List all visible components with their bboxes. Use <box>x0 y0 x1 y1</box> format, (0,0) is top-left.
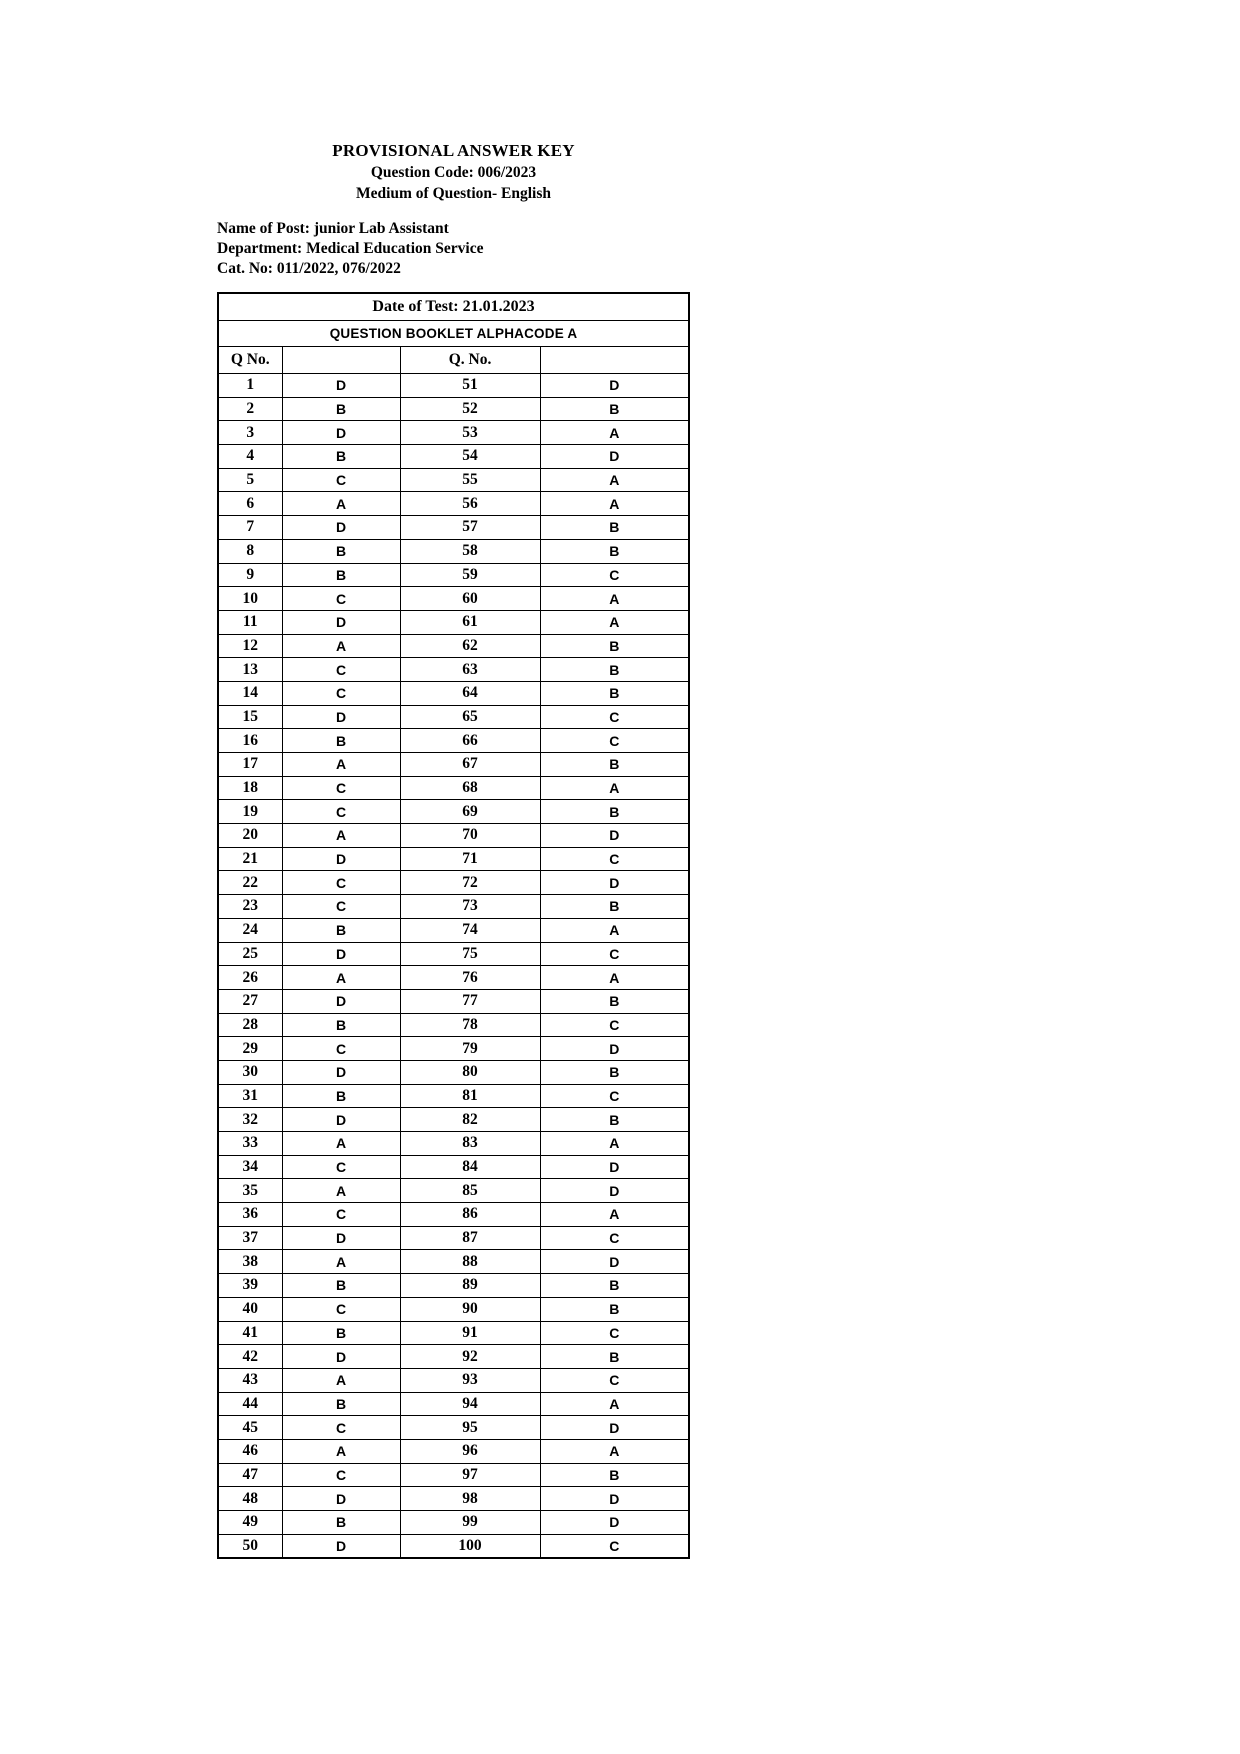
question-number-cell: 60 <box>400 587 540 611</box>
table-row <box>218 374 689 398</box>
table-row <box>218 587 689 611</box>
answer-cell: A <box>540 468 689 492</box>
table-row <box>218 705 689 729</box>
table-row <box>218 634 689 658</box>
answer-cell: D <box>540 374 689 398</box>
answer-cell: A <box>282 966 400 990</box>
question-number-cell: 42 <box>218 1345 282 1369</box>
question-number-cell: 32 <box>218 1108 282 1132</box>
table-row <box>218 847 689 871</box>
name-of-post-line: Name of Post: junior Lab Assistant <box>217 220 449 237</box>
question-number-cell: 71 <box>400 847 540 871</box>
answer-cell: D <box>282 705 400 729</box>
table-row <box>218 1108 689 1132</box>
question-number-cell: 39 <box>218 1274 282 1298</box>
question-number-cell: 40 <box>218 1297 282 1321</box>
answer-cell: D <box>540 1037 689 1061</box>
question-number-cell: 20 <box>218 824 282 848</box>
answer-cell: C <box>540 1084 689 1108</box>
answer-cell: C <box>282 468 400 492</box>
table-row <box>218 1274 689 1298</box>
table-row <box>218 871 689 895</box>
question-number-cell: 8 <box>218 539 282 563</box>
answer-cell: B <box>540 1297 689 1321</box>
table-row <box>218 681 689 705</box>
answer-cell: A <box>540 587 689 611</box>
answer-cell: C <box>282 1463 400 1487</box>
table-row <box>218 895 689 919</box>
document-content <box>217 140 690 1559</box>
answer-header-left <box>282 347 400 374</box>
answer-cell: D <box>540 1511 689 1535</box>
question-number-cell: 62 <box>400 634 540 658</box>
answer-cell: D <box>282 610 400 634</box>
table-row <box>218 824 689 848</box>
answer-cell: A <box>282 1132 400 1156</box>
question-number-cell: 65 <box>400 705 540 729</box>
date-of-test-row <box>218 293 689 321</box>
question-number-cell: 53 <box>400 421 540 445</box>
table-row <box>218 800 689 824</box>
answer-cell: C <box>540 705 689 729</box>
question-number-cell: 84 <box>400 1155 540 1179</box>
answer-cell: C <box>282 658 400 682</box>
answer-cell: C <box>540 563 689 587</box>
answer-cell: D <box>540 824 689 848</box>
question-number-cell: 75 <box>400 942 540 966</box>
question-number-cell: 54 <box>400 445 540 469</box>
answer-cell: A <box>282 1179 400 1203</box>
question-number-cell: 27 <box>218 989 282 1013</box>
question-number-cell: 22 <box>218 871 282 895</box>
table-row <box>218 1345 689 1369</box>
question-number-cell: 38 <box>218 1250 282 1274</box>
question-number-cell: 29 <box>218 1037 282 1061</box>
answer-cell: A <box>540 492 689 516</box>
question-number-cell: 90 <box>400 1297 540 1321</box>
question-number-cell: 59 <box>400 563 540 587</box>
answer-cell: A <box>540 610 689 634</box>
table-row <box>218 468 689 492</box>
table-row <box>218 1037 689 1061</box>
table-row <box>218 1416 689 1440</box>
question-number-cell: 86 <box>400 1203 540 1227</box>
post-info-block <box>217 219 690 279</box>
question-number-cell: 48 <box>218 1487 282 1511</box>
question-number-cell: 43 <box>218 1368 282 1392</box>
answer-cell: B <box>282 918 400 942</box>
table-row <box>218 610 689 634</box>
answer-cell: B <box>540 658 689 682</box>
question-number-cell: 91 <box>400 1321 540 1345</box>
answer-cell: A <box>540 1439 689 1463</box>
question-number-cell: 31 <box>218 1084 282 1108</box>
question-number-cell: 49 <box>218 1511 282 1535</box>
answer-cell: D <box>282 1487 400 1511</box>
question-number-cell: 34 <box>218 1155 282 1179</box>
answer-cell: B <box>282 1392 400 1416</box>
date-of-test-cell: Date of Test: 21.01.2023 <box>218 293 689 321</box>
question-number-cell: 100 <box>400 1534 540 1558</box>
question-number-cell: 14 <box>218 681 282 705</box>
question-number-cell: 18 <box>218 776 282 800</box>
answer-cell: A <box>540 918 689 942</box>
question-number-cell: 74 <box>400 918 540 942</box>
question-number-cell: 3 <box>218 421 282 445</box>
question-number-cell: 44 <box>218 1392 282 1416</box>
answer-key-table <box>217 292 690 1559</box>
answer-cell: A <box>282 1250 400 1274</box>
question-number-cell: 12 <box>218 634 282 658</box>
answer-cell: B <box>540 1463 689 1487</box>
question-number-cell: 33 <box>218 1132 282 1156</box>
question-number-cell: 45 <box>218 1416 282 1440</box>
medium-line: Medium of Question- English <box>355 185 552 202</box>
question-number-cell: 68 <box>400 776 540 800</box>
table-row <box>218 776 689 800</box>
title-block <box>217 140 690 204</box>
question-code-line: Question Code: 006/2023 <box>370 164 537 181</box>
question-number-cell: 64 <box>400 681 540 705</box>
question-number-cell: 24 <box>218 918 282 942</box>
answer-table-body <box>218 374 689 1559</box>
answer-cell: B <box>282 539 400 563</box>
answer-cell: D <box>282 1108 400 1132</box>
answer-cell: C <box>540 1368 689 1392</box>
answer-cell: B <box>282 1013 400 1037</box>
table-row <box>218 1392 689 1416</box>
question-number-cell: 1 <box>218 374 282 398</box>
answer-cell: B <box>540 989 689 1013</box>
table-row <box>218 729 689 753</box>
question-number-cell: 73 <box>400 895 540 919</box>
question-number-cell: 51 <box>400 374 540 398</box>
question-number-cell: 57 <box>400 516 540 540</box>
answer-cell: B <box>282 397 400 421</box>
table-row <box>218 397 689 421</box>
answer-cell: B <box>540 895 689 919</box>
answer-cell: D <box>282 421 400 445</box>
question-number-cell: 93 <box>400 1368 540 1392</box>
booklet-alphacode-cell: QUESTION BOOKLET ALPHACODE A <box>218 321 689 347</box>
question-number-cell: 15 <box>218 705 282 729</box>
question-number-cell: 30 <box>218 1060 282 1084</box>
table-row <box>218 753 689 777</box>
table-row <box>218 1060 689 1084</box>
answer-cell: B <box>540 516 689 540</box>
answer-cell: A <box>282 753 400 777</box>
table-row <box>218 1511 689 1535</box>
table-row <box>218 1321 689 1345</box>
question-number-cell: 11 <box>218 610 282 634</box>
answer-cell: C <box>540 1321 689 1345</box>
answer-cell: C <box>282 587 400 611</box>
table-row <box>218 966 689 990</box>
table-row <box>218 658 689 682</box>
answer-cell: B <box>282 1084 400 1108</box>
question-number-cell: 99 <box>400 1511 540 1535</box>
question-number-cell: 35 <box>218 1179 282 1203</box>
table-row <box>218 1084 689 1108</box>
answer-cell: D <box>282 516 400 540</box>
answer-cell: C <box>282 681 400 705</box>
answer-cell: D <box>282 942 400 966</box>
question-number-cell: 50 <box>218 1534 282 1558</box>
table-row <box>218 1463 689 1487</box>
answer-cell: D <box>540 445 689 469</box>
question-number-cell: 25 <box>218 942 282 966</box>
question-number-cell: 85 <box>400 1179 540 1203</box>
question-number-cell: 4 <box>218 445 282 469</box>
question-number-cell: 17 <box>218 753 282 777</box>
table-row <box>218 1203 689 1227</box>
answer-cell: B <box>540 800 689 824</box>
table-row <box>218 1132 689 1156</box>
answer-cell: C <box>540 942 689 966</box>
question-number-cell: 41 <box>218 1321 282 1345</box>
department-line: Department: Medical Education Service <box>217 240 484 257</box>
answer-cell: D <box>282 374 400 398</box>
question-number-cell: 6 <box>218 492 282 516</box>
question-number-cell: 58 <box>400 539 540 563</box>
answer-cell: D <box>282 847 400 871</box>
question-number-cell: 80 <box>400 1060 540 1084</box>
answer-cell: C <box>540 1226 689 1250</box>
table-row <box>218 539 689 563</box>
table-row <box>218 1179 689 1203</box>
table-row <box>218 1226 689 1250</box>
question-number-cell: 16 <box>218 729 282 753</box>
answer-cell: D <box>540 1487 689 1511</box>
answer-cell: B <box>540 753 689 777</box>
question-number-cell: 70 <box>400 824 540 848</box>
question-number-cell: 88 <box>400 1250 540 1274</box>
answer-cell: D <box>540 1416 689 1440</box>
question-number-cell: 47 <box>218 1463 282 1487</box>
table-row <box>218 1155 689 1179</box>
answer-cell: B <box>282 445 400 469</box>
question-number-cell: 87 <box>400 1226 540 1250</box>
question-number-cell: 83 <box>400 1132 540 1156</box>
cat-no-line: Cat. No: 011/2022, 076/2022 <box>217 260 401 277</box>
answer-cell: B <box>282 1511 400 1535</box>
question-number-cell: 77 <box>400 989 540 1013</box>
answer-cell: B <box>540 681 689 705</box>
answer-cell: A <box>540 421 689 445</box>
question-number-cell: 9 <box>218 563 282 587</box>
answer-cell: B <box>540 634 689 658</box>
table-row <box>218 1439 689 1463</box>
table-row <box>218 445 689 469</box>
answer-cell: D <box>540 1250 689 1274</box>
answer-cell: A <box>540 1132 689 1156</box>
answer-cell: A <box>540 1203 689 1227</box>
table-row <box>218 492 689 516</box>
table-row <box>218 421 689 445</box>
answer-cell: B <box>540 1060 689 1084</box>
table-row <box>218 516 689 540</box>
answer-cell: D <box>282 1060 400 1084</box>
question-number-cell: 37 <box>218 1226 282 1250</box>
question-number-cell: 69 <box>400 800 540 824</box>
answer-cell: B <box>282 563 400 587</box>
answer-cell: A <box>282 1439 400 1463</box>
table-row <box>218 989 689 1013</box>
answer-header-right <box>540 347 689 374</box>
answer-cell: C <box>540 1013 689 1037</box>
table-row <box>218 1250 689 1274</box>
question-number-cell: 26 <box>218 966 282 990</box>
question-number-cell: 98 <box>400 1487 540 1511</box>
question-number-cell: 66 <box>400 729 540 753</box>
question-number-cell: 72 <box>400 871 540 895</box>
question-number-cell: 97 <box>400 1463 540 1487</box>
answer-cell: D <box>282 1226 400 1250</box>
question-number-cell: 79 <box>400 1037 540 1061</box>
question-number-cell: 2 <box>218 397 282 421</box>
answer-cell: C <box>540 847 689 871</box>
column-header-row <box>218 347 689 374</box>
question-number-cell: 92 <box>400 1345 540 1369</box>
table-row <box>218 1368 689 1392</box>
answer-cell: C <box>282 1203 400 1227</box>
question-number-cell: 23 <box>218 895 282 919</box>
table-row <box>218 1534 689 1558</box>
table-row <box>218 563 689 587</box>
answer-cell: B <box>282 1274 400 1298</box>
answer-cell: C <box>282 800 400 824</box>
answer-cell: C <box>282 1037 400 1061</box>
question-number-cell: 81 <box>400 1084 540 1108</box>
question-number-cell: 63 <box>400 658 540 682</box>
answer-cell: B <box>282 729 400 753</box>
answer-cell: B <box>540 1345 689 1369</box>
answer-cell: D <box>540 1155 689 1179</box>
booklet-alphacode-row <box>218 321 689 347</box>
document-title: PROVISIONAL ANSWER KEY <box>332 141 575 160</box>
table-row <box>218 918 689 942</box>
answer-cell: C <box>282 871 400 895</box>
qno-header-right: Q. No. <box>400 347 540 374</box>
question-number-cell: 36 <box>218 1203 282 1227</box>
answer-cell: C <box>540 729 689 753</box>
question-number-cell: 7 <box>218 516 282 540</box>
question-number-cell: 94 <box>400 1392 540 1416</box>
question-number-cell: 61 <box>400 610 540 634</box>
question-number-cell: 82 <box>400 1108 540 1132</box>
answer-cell: A <box>282 492 400 516</box>
question-number-cell: 52 <box>400 397 540 421</box>
question-number-cell: 55 <box>400 468 540 492</box>
question-number-cell: 56 <box>400 492 540 516</box>
answer-cell: C <box>282 1416 400 1440</box>
answer-cell: D <box>540 871 689 895</box>
answer-cell: D <box>540 1179 689 1203</box>
question-number-cell: 21 <box>218 847 282 871</box>
table-row <box>218 1013 689 1037</box>
answer-cell: C <box>540 1534 689 1558</box>
answer-cell: C <box>282 1155 400 1179</box>
answer-cell: B <box>282 1321 400 1345</box>
question-number-cell: 78 <box>400 1013 540 1037</box>
qno-header-left: Q No. <box>218 347 282 374</box>
question-number-cell: 95 <box>400 1416 540 1440</box>
question-number-cell: 46 <box>218 1439 282 1463</box>
question-number-cell: 76 <box>400 966 540 990</box>
table-row <box>218 1297 689 1321</box>
question-number-cell: 19 <box>218 800 282 824</box>
question-number-cell: 10 <box>218 587 282 611</box>
answer-cell: B <box>540 539 689 563</box>
answer-cell: C <box>282 776 400 800</box>
answer-cell: A <box>540 776 689 800</box>
answer-cell: B <box>540 1274 689 1298</box>
answer-cell: A <box>282 824 400 848</box>
answer-cell: A <box>282 1368 400 1392</box>
answer-cell: B <box>540 397 689 421</box>
question-number-cell: 89 <box>400 1274 540 1298</box>
answer-cell: A <box>282 634 400 658</box>
question-number-cell: 13 <box>218 658 282 682</box>
answer-cell: D <box>282 1345 400 1369</box>
question-number-cell: 28 <box>218 1013 282 1037</box>
answer-cell: C <box>282 895 400 919</box>
question-number-cell: 96 <box>400 1439 540 1463</box>
question-number-cell: 67 <box>400 753 540 777</box>
question-number-cell: 5 <box>218 468 282 492</box>
answer-cell: A <box>540 1392 689 1416</box>
answer-cell: D <box>282 1534 400 1558</box>
answer-cell: D <box>282 989 400 1013</box>
table-row <box>218 942 689 966</box>
answer-cell: A <box>540 966 689 990</box>
answer-cell: B <box>540 1108 689 1132</box>
table-row <box>218 1487 689 1511</box>
answer-cell: C <box>282 1297 400 1321</box>
